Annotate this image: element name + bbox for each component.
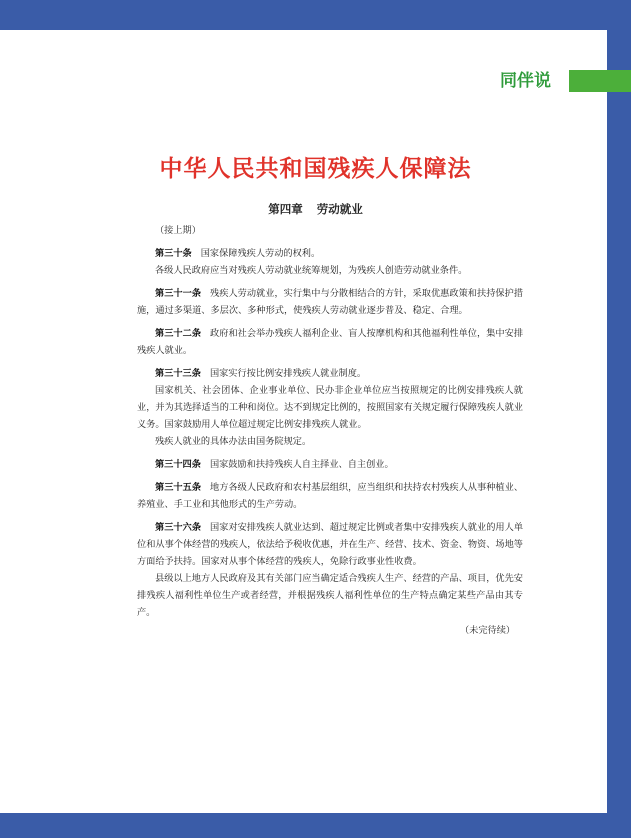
paragraph-text: 残疾人劳动就业，实行集中与分散相结合的方针，采取优惠政策和扶持保护措施，通过多渠道、多层次、多种形式，使残疾人劳动就业逐步普及、稳定、合理。 [137, 288, 524, 316]
paragraph-text: 国家对安排残疾人就业达到、超过规定比例或者集中安排残疾人就业的用人单位和从事个体经营的残疾人，依法给予税收优惠，并在生产、经营、技术、资金、物资、场地等方面给予扶持。国家对从事个体经营的残疾人，免除行政事业性收费。 [137, 522, 524, 567]
article-number: 第三十三条 [155, 368, 201, 379]
article-paragraph [137, 456, 523, 473]
page-title: 中华人民共和国残疾人保障法 [159, 156, 472, 182]
article-paragraph: 各级人民政府应当对残疾人劳动就业统筹规划，为残疾人创造劳动就业条件。 [155, 265, 468, 276]
section-label: 同伴说 [500, 71, 551, 91]
article-body [137, 222, 523, 621]
article-number: 第三十五条 [155, 482, 202, 493]
article-paragraph [137, 519, 523, 570]
article [137, 456, 523, 473]
article-paragraph [137, 365, 523, 382]
article-number: 第三十四条 [155, 459, 201, 470]
paragraph-text: 政府和社会举办残疾人福利企业、盲人按摩机构和其他福利性单位，集中安排残疾人就业。 [137, 328, 524, 356]
article-paragraph: 县级以上地方人民政府及其有关部门应当确定适合残疾人生产、经营的产品、项目，优先安排残疾人福利性单位生产或者经营，并根据残疾人福利性单位的生产特点确定某些产品由其专产。 [137, 573, 523, 618]
chapter-number: 第四章 [268, 202, 303, 216]
article-number: 第三十二条 [155, 328, 202, 339]
section-tab-accent [569, 70, 631, 92]
chapter-title: 劳动就业 [316, 202, 363, 216]
article-paragraph: 国家机关、社会团体、企业事业单位、民办非企业单位应当按照规定的比例安排残疾人就业，并为其选择适当的工种和岗位。达不到规定比例的，按照国家有关规定履行保障残疾人就业义务。国家鼓励用人单位超过规定比例安排残疾人就业。 [137, 385, 523, 430]
paragraph-text: 国家鼓励和扶持残疾人自主择业、自主创业。 [209, 459, 394, 470]
chapter-heading [0, 201, 631, 217]
article-number: 第三十六条 [155, 522, 202, 533]
paragraph-text: 国家保障残疾人劳动的权利。 [200, 248, 321, 259]
paragraph-text: 地方各级人民政府和农村基层组织，应当组织和扶持农村残疾人从事种植业、养殖业、手工业和其他形式的生产劳动。 [137, 482, 524, 510]
article-paragraph [137, 479, 523, 513]
article [137, 479, 523, 513]
article [137, 245, 523, 279]
article [137, 285, 523, 319]
article [137, 365, 523, 450]
continued-note: （接上期） [155, 225, 201, 236]
article [137, 325, 523, 359]
article-number: 第三十条 [155, 248, 192, 259]
article [137, 519, 523, 621]
article-paragraph [137, 285, 523, 319]
article-paragraph [137, 245, 523, 262]
paragraph-text: 国家实行按比例安排残疾人就业制度。 [209, 368, 367, 379]
article-paragraph [137, 325, 523, 359]
article-paragraph: 残疾人就业的具体办法由国务院规定。 [155, 436, 312, 447]
to-be-continued: （未完待续） [460, 625, 516, 636]
article-number: 第三十一条 [155, 288, 202, 299]
